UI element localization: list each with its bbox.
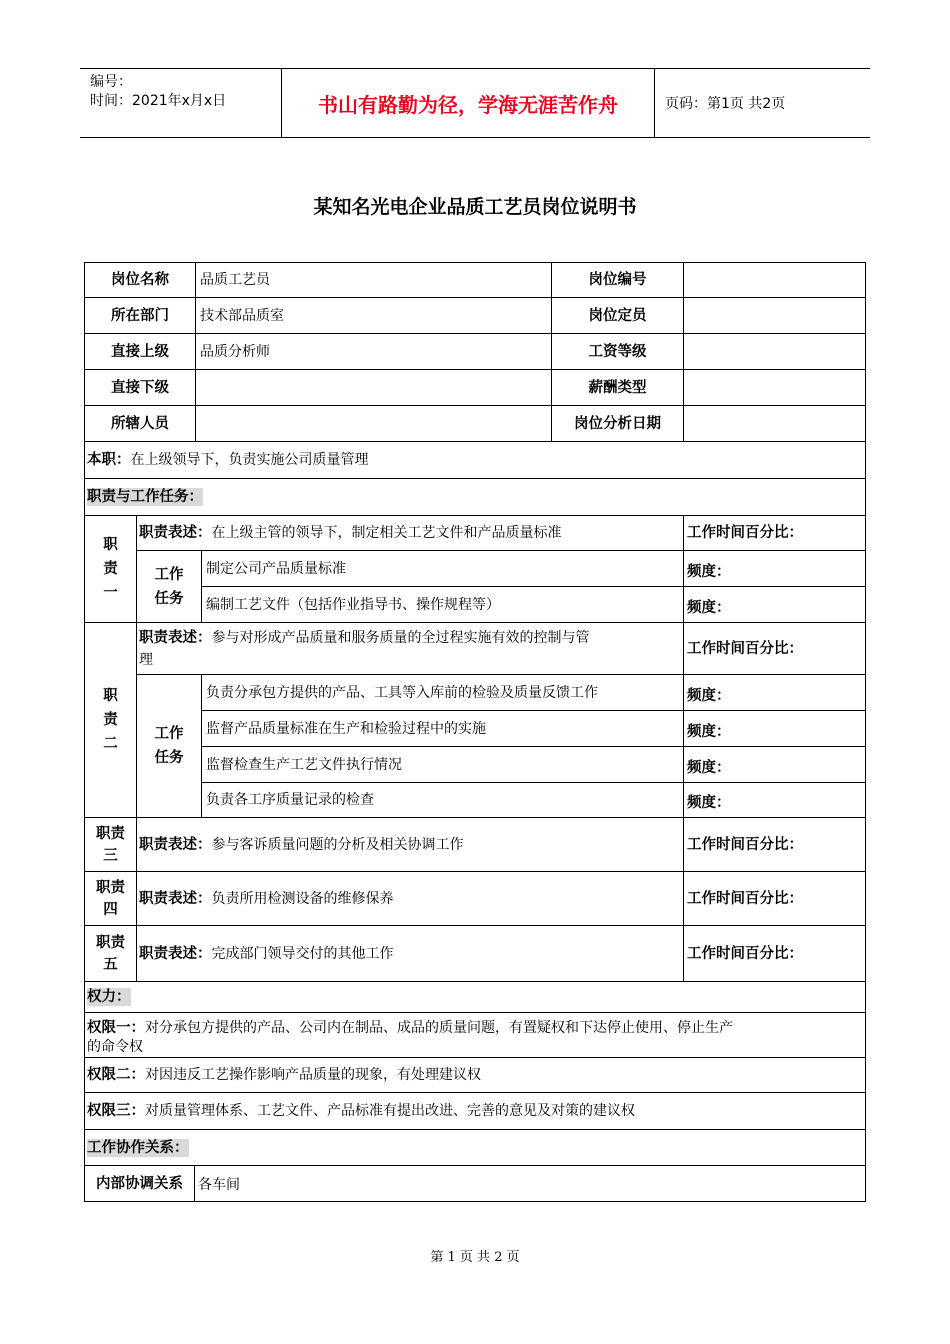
- label-quota: 岗位定员: [551, 297, 684, 334]
- duty-5-name: 职责 五: [84, 925, 137, 982]
- duty-2-task-2-freq: 频度：: [683, 710, 866, 747]
- value-staff: [195, 405, 552, 442]
- duty-1-task-1: 制定公司产品质量标准: [201, 550, 684, 587]
- duty-3-desc: 职责表述： 参与客诉质量问题的分析及相关协调工作: [136, 817, 684, 872]
- duty-2-task-1-freq: 频度：: [683, 674, 866, 711]
- page-footer: 第 1 页 共 2 页: [430, 1250, 520, 1265]
- relations-heading-row: [84, 1129, 866, 1166]
- duty-3-time-pct: 工作时间百分比：: [683, 817, 866, 872]
- label-staff: 所辖人员: [84, 405, 196, 442]
- duty-2-task-4: 负责各工序质量记录的检查: [201, 782, 684, 818]
- label-position-name: 岗位名称: [84, 262, 196, 298]
- authority-1: 权限一：对分承包方提供的产品、公司内在制品、成品的质量问题，有置疑权和下达停止使用、停止生产 的命令权: [84, 1012, 866, 1058]
- label-department: 所在部门: [84, 297, 196, 334]
- authority-3: 权限三： 对质量管理体系、工艺文件、产品标准有提出改进、完善的意见及对策的建议权: [84, 1092, 866, 1130]
- duty-4-name: 职责 四: [84, 871, 137, 926]
- authority-2: 权限二： 对因违反工艺操作影响产品质量的现象，有处理建议权: [84, 1057, 866, 1093]
- duty-1-task-1-freq: 频度：: [683, 550, 866, 587]
- value-internal-relations: 各车间: [194, 1165, 866, 1202]
- duty-4-time-pct: 工作时间百分比：: [683, 871, 866, 926]
- duty-1-task-2-freq: 频度：: [683, 586, 866, 623]
- duty-2-task-1: 负责分承包方提供的产品、工具等入库前的检验及质量反馈工作: [201, 674, 684, 711]
- value-subordinate: [195, 369, 552, 406]
- duty-2-task-2: 监督产品质量标准在生产和检验过程中的实施: [201, 710, 684, 747]
- duty-2-time-pct: 工作时间百分比：: [683, 622, 866, 675]
- duties-heading: 职责与工作任务：: [87, 489, 203, 505]
- label-salary-grade: 工资等级: [551, 333, 684, 370]
- duty-2-task-3: 监督检查生产工艺文件执行情况: [201, 746, 684, 783]
- duty-summary-label: 本职：: [87, 452, 131, 468]
- duty-1-task-2: 编制工艺文件（包括作业指导书、操作规程等）: [201, 586, 684, 623]
- duties-heading-row: [84, 478, 866, 516]
- value-analysis-date: [683, 405, 866, 442]
- duty-1-name: 职 责 一: [84, 515, 137, 623]
- label-analysis-date: 岗位分析日期: [551, 405, 684, 442]
- duty-1-desc: 职责表述： 在上级主管的领导下，制定相关工艺文件和产品质量标准: [136, 515, 684, 551]
- duty-2-desc: 职责表述：参与对形成产品质量和服务质量的全过程实施有效的控制与管 理: [136, 622, 684, 675]
- duty-2-task-4-freq: 频度：: [683, 782, 866, 818]
- label-internal-relations: 内部协调关系: [84, 1165, 195, 1202]
- duty-5-time-pct: 工作时间百分比：: [683, 925, 866, 982]
- authority-heading-row: [84, 981, 866, 1013]
- number-label: 编号：: [90, 74, 132, 90]
- duty-1-time-pct: 工作时间百分比：: [683, 515, 866, 551]
- value-department: 技术部品质室: [195, 297, 552, 334]
- duty-4-desc: 职责表述： 负责所用检测设备的维修保养: [136, 871, 684, 926]
- value-quota: [683, 297, 866, 334]
- duty-2-name: 职 责 二: [84, 622, 137, 818]
- label-pay-type: 薪酬类型: [551, 369, 684, 406]
- time-label: 时间：2021年x月x日: [90, 93, 227, 109]
- page-header: [80, 68, 870, 138]
- value-position-no: [683, 262, 866, 298]
- header-meta: [90, 73, 226, 111]
- duty-1-task-label: 工作 任务: [136, 550, 202, 623]
- authority-heading: 权力：: [87, 989, 131, 1005]
- label-position-no: 岗位编号: [551, 262, 684, 298]
- value-superior: 品质分析师: [195, 333, 552, 370]
- page-info: 页码：第1页 共2页: [665, 96, 786, 112]
- value-position-name: 品质工艺员: [195, 262, 552, 298]
- label-subordinate: 直接下级: [84, 369, 196, 406]
- label-superior: 直接上级: [84, 333, 196, 370]
- relations-heading: 工作协作关系：: [87, 1139, 189, 1156]
- value-salary-grade: [683, 333, 866, 370]
- value-pay-type: [683, 369, 866, 406]
- duty-3-name: 职责 三: [84, 817, 137, 872]
- slogan: 书山有路勤为径，学海无涯苦作舟: [281, 69, 655, 137]
- duty-summary-text: 在上级领导下，负责实施公司质量管理: [130, 452, 369, 468]
- duty-2-task-label: 工作 任务: [136, 674, 202, 818]
- duty-5-desc: 职责表述： 完成部门领导交付的其他工作: [136, 925, 684, 982]
- duty-summary-row: [84, 441, 866, 479]
- document-title: 某知名光电企业品质工艺员岗位说明书: [313, 196, 637, 218]
- duty-2-task-3-freq: 频度：: [683, 746, 866, 783]
